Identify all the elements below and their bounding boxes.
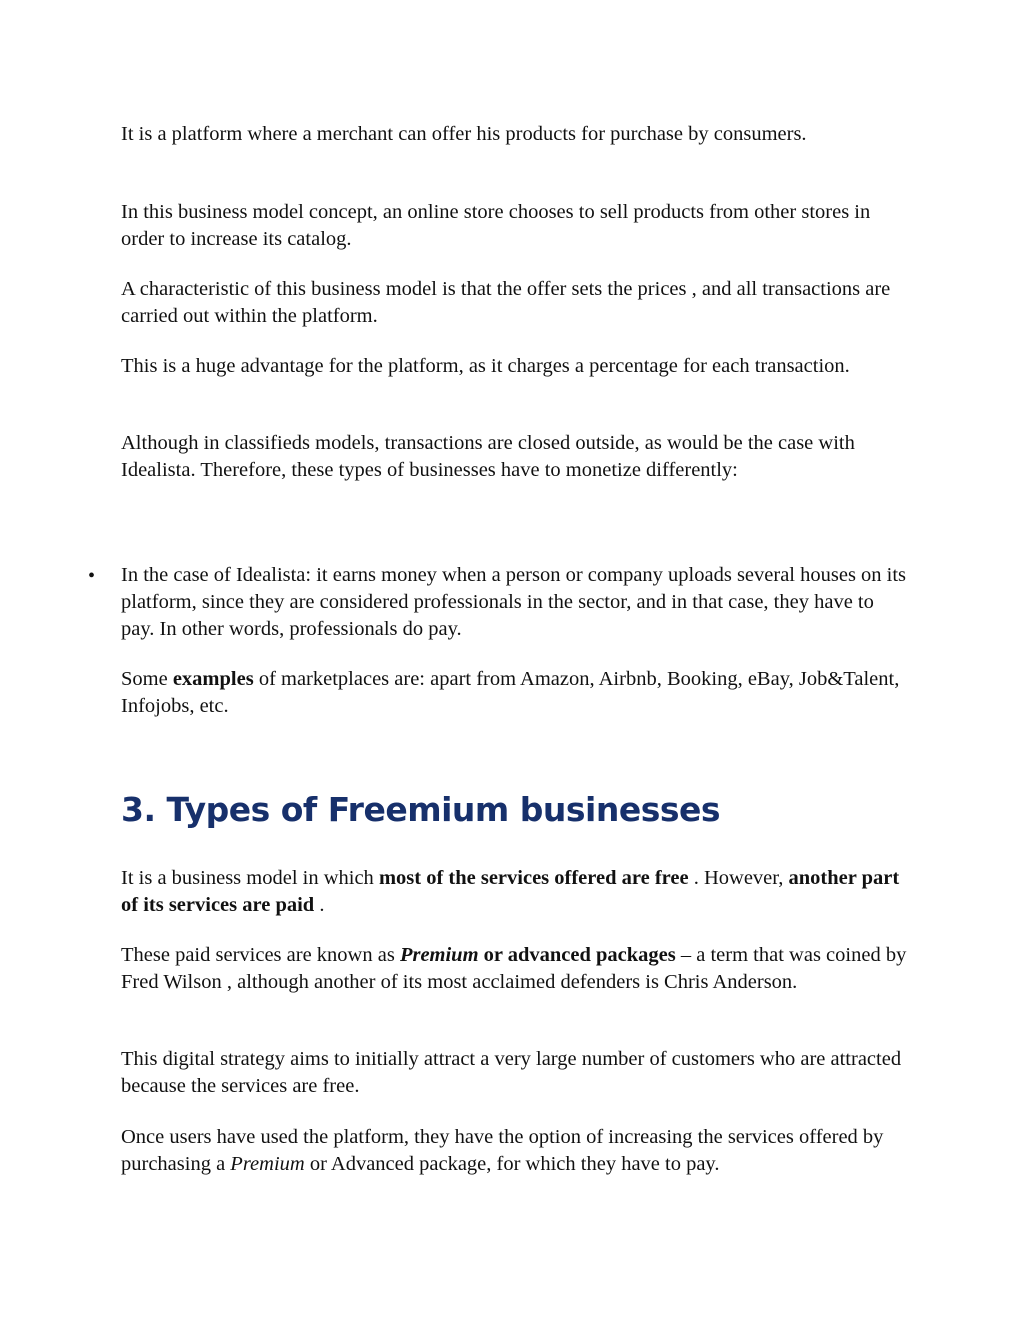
freemium-text-3: . bbox=[314, 894, 325, 916]
paragraph-freemium-definition bbox=[121, 865, 911, 919]
premium-bold-packages: or advanced packages bbox=[478, 944, 676, 966]
paragraph-digital-strategy: This digital strategy aims to initially attract a very large number of customers who are attracted because the services are free. bbox=[121, 1048, 902, 1097]
freemium-bold-free: most of the services offered are free bbox=[378, 867, 689, 889]
upgrade-italic-premium: Premium bbox=[230, 1153, 305, 1175]
paragraph-platform-definition: It is a platform where a merchant can offer his products for purchase by consumers. bbox=[121, 123, 807, 145]
freemium-text-2: . However, bbox=[688, 867, 789, 889]
upgrade-text-2: or Advanced package, for which they have to pay. bbox=[304, 1153, 720, 1175]
freemium-text-1: It is a business model in which bbox=[121, 867, 379, 889]
freemium-bold-paid: another part of its services are paid bbox=[121, 867, 900, 916]
paragraph-examples bbox=[121, 666, 911, 720]
premium-text-2: – a term that was coined by Fred Wilson , although another of its most acclaimed defenders is Chris Anderson. bbox=[121, 944, 907, 993]
examples-text-before: Some bbox=[121, 668, 173, 690]
premium-text-1: These paid services are known as bbox=[121, 944, 400, 966]
premium-bold-italic bbox=[400, 944, 479, 966]
paragraph-classifieds: Although in classifieds models, transactions are closed outside, as would be the case with Idealista. Therefore, these types of businesses have to monetize differently: bbox=[121, 432, 855, 481]
bullet-icon: • bbox=[88, 565, 96, 587]
paragraph-business-model-concept: In this business model concept, an online store chooses to sell products from other stores in order to increase its catalog. bbox=[121, 201, 871, 250]
paragraph-premium-packages bbox=[121, 942, 911, 996]
paragraph-advantage: This is a huge advantage for the platform, as it charges a percentage for each transaction. bbox=[121, 355, 850, 377]
examples-text-after: of marketplaces are: apart from Amazon, Airbnb, Booking, eBay, Job&Talent, Infojobs, etc. bbox=[121, 668, 900, 717]
section-heading: 3. Types of Freemium businesses bbox=[121, 790, 721, 829]
examples-bold: examples bbox=[172, 668, 254, 690]
premium-italic-word: Premium bbox=[399, 944, 479, 966]
upgrade-text-1: Once users have used the platform, they have the option of increasing the services offered by purchasing a bbox=[121, 1126, 884, 1175]
paragraph-characteristic: A characteristic of this business model is that the offer sets the prices , and all transactions are carried out within the platform. bbox=[121, 278, 891, 327]
bullet-item-idealista: In the case of Idealista: it earns money when a person or company uploads several houses on its platform, since they are considered professionals in the sector, and in that case, they have to pay. In other words, professionals do pay. bbox=[121, 564, 907, 640]
paragraph-upgrade-option bbox=[121, 1124, 911, 1178]
